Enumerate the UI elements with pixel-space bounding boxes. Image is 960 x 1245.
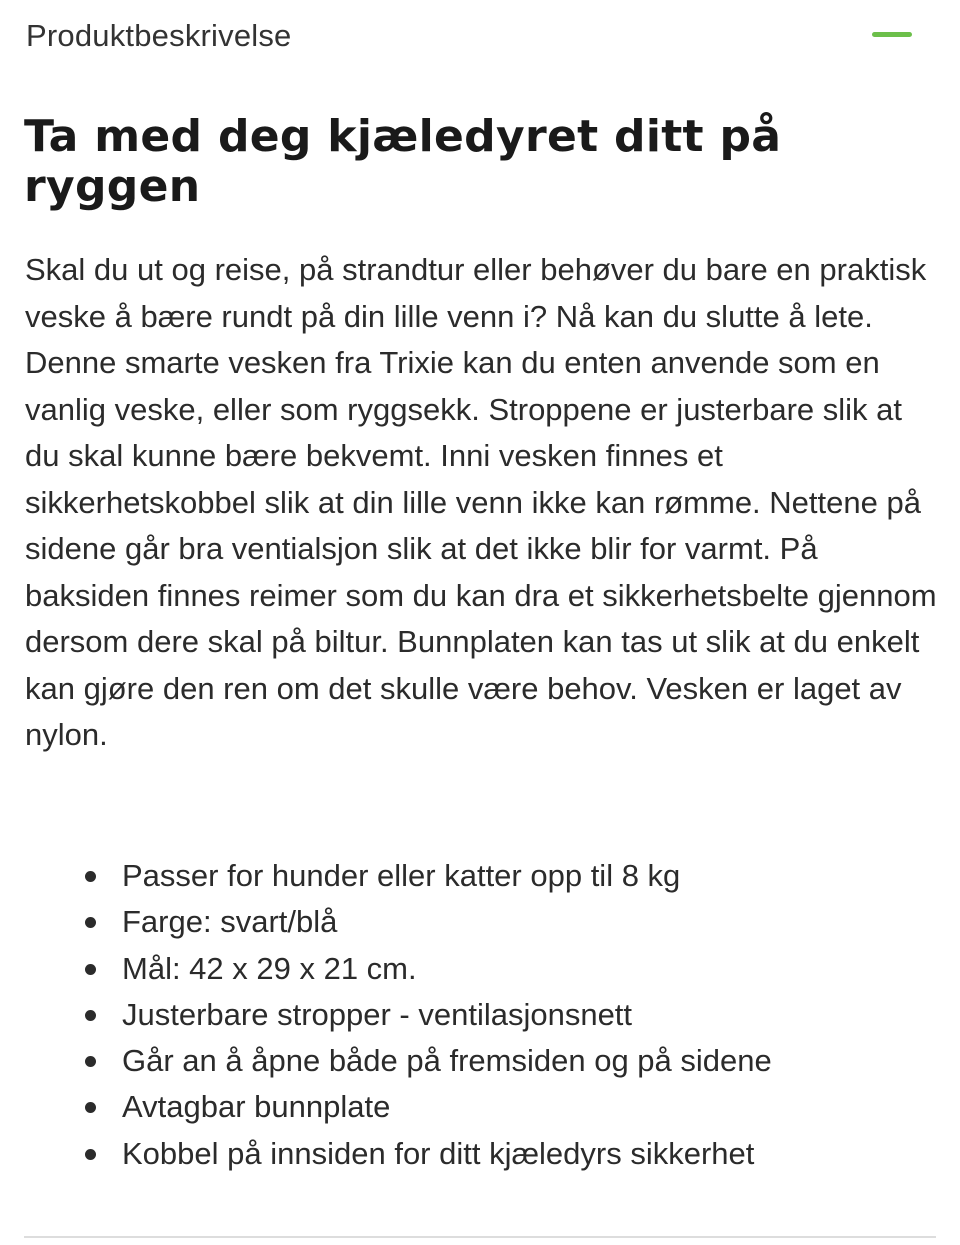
feature-item: Mål: 42 x 29 x 21 cm.	[122, 946, 922, 992]
feature-item: Kobbel på innsiden for ditt kjæledyrs sikkerhet	[122, 1131, 922, 1177]
feature-item: Går an å åpne både på fremsiden og på sidene	[122, 1038, 922, 1084]
feature-item: Avtagbar bunnplate	[122, 1084, 922, 1130]
minus-icon	[872, 32, 912, 37]
feature-item: Justerbare stropper - ventilasjonsnett	[122, 992, 922, 1038]
feature-list	[122, 853, 922, 1177]
collapse-button[interactable]	[862, 18, 924, 52]
accordion-header[interactable]	[0, 0, 960, 72]
feature-item: Farge: svart/blå	[122, 899, 922, 945]
product-headline: Ta med deg kjæledyret ditt på ryggen	[24, 111, 782, 212]
bottom-divider	[24, 1236, 936, 1238]
product-description: Skal du ut og reise, på strandtur eller behøver du bare en praktisk veske å bære rundt på din lille venn i? Nå kan du slutte å lete. Denne smarte vesken fra Trixie kan du enten anvende som en vanlig veske, eller som ryggsekk. Stroppene er justerbare slik at du skal kunne bære bekvemt. Inni vesken finnes et sikkerhetskobbel slik at din lille venn ikke kan rømme. Nettene på sidene går bra ventialsjon slik at det ikke blir for varmt. På baksiden finnes reimer som du kan dra et sikkerhetsbelte gjennom dersom dere skal på biltur. Bunnplaten kan tas ut slik at du enkelt kan gjøre den ren om det skulle være behov. Vesken er laget av nylon.	[25, 252, 937, 752]
feature-item: Passer for hunder eller katter opp til 8 kg	[122, 853, 922, 899]
section-title: Produktbeskrivelse	[26, 18, 292, 53]
